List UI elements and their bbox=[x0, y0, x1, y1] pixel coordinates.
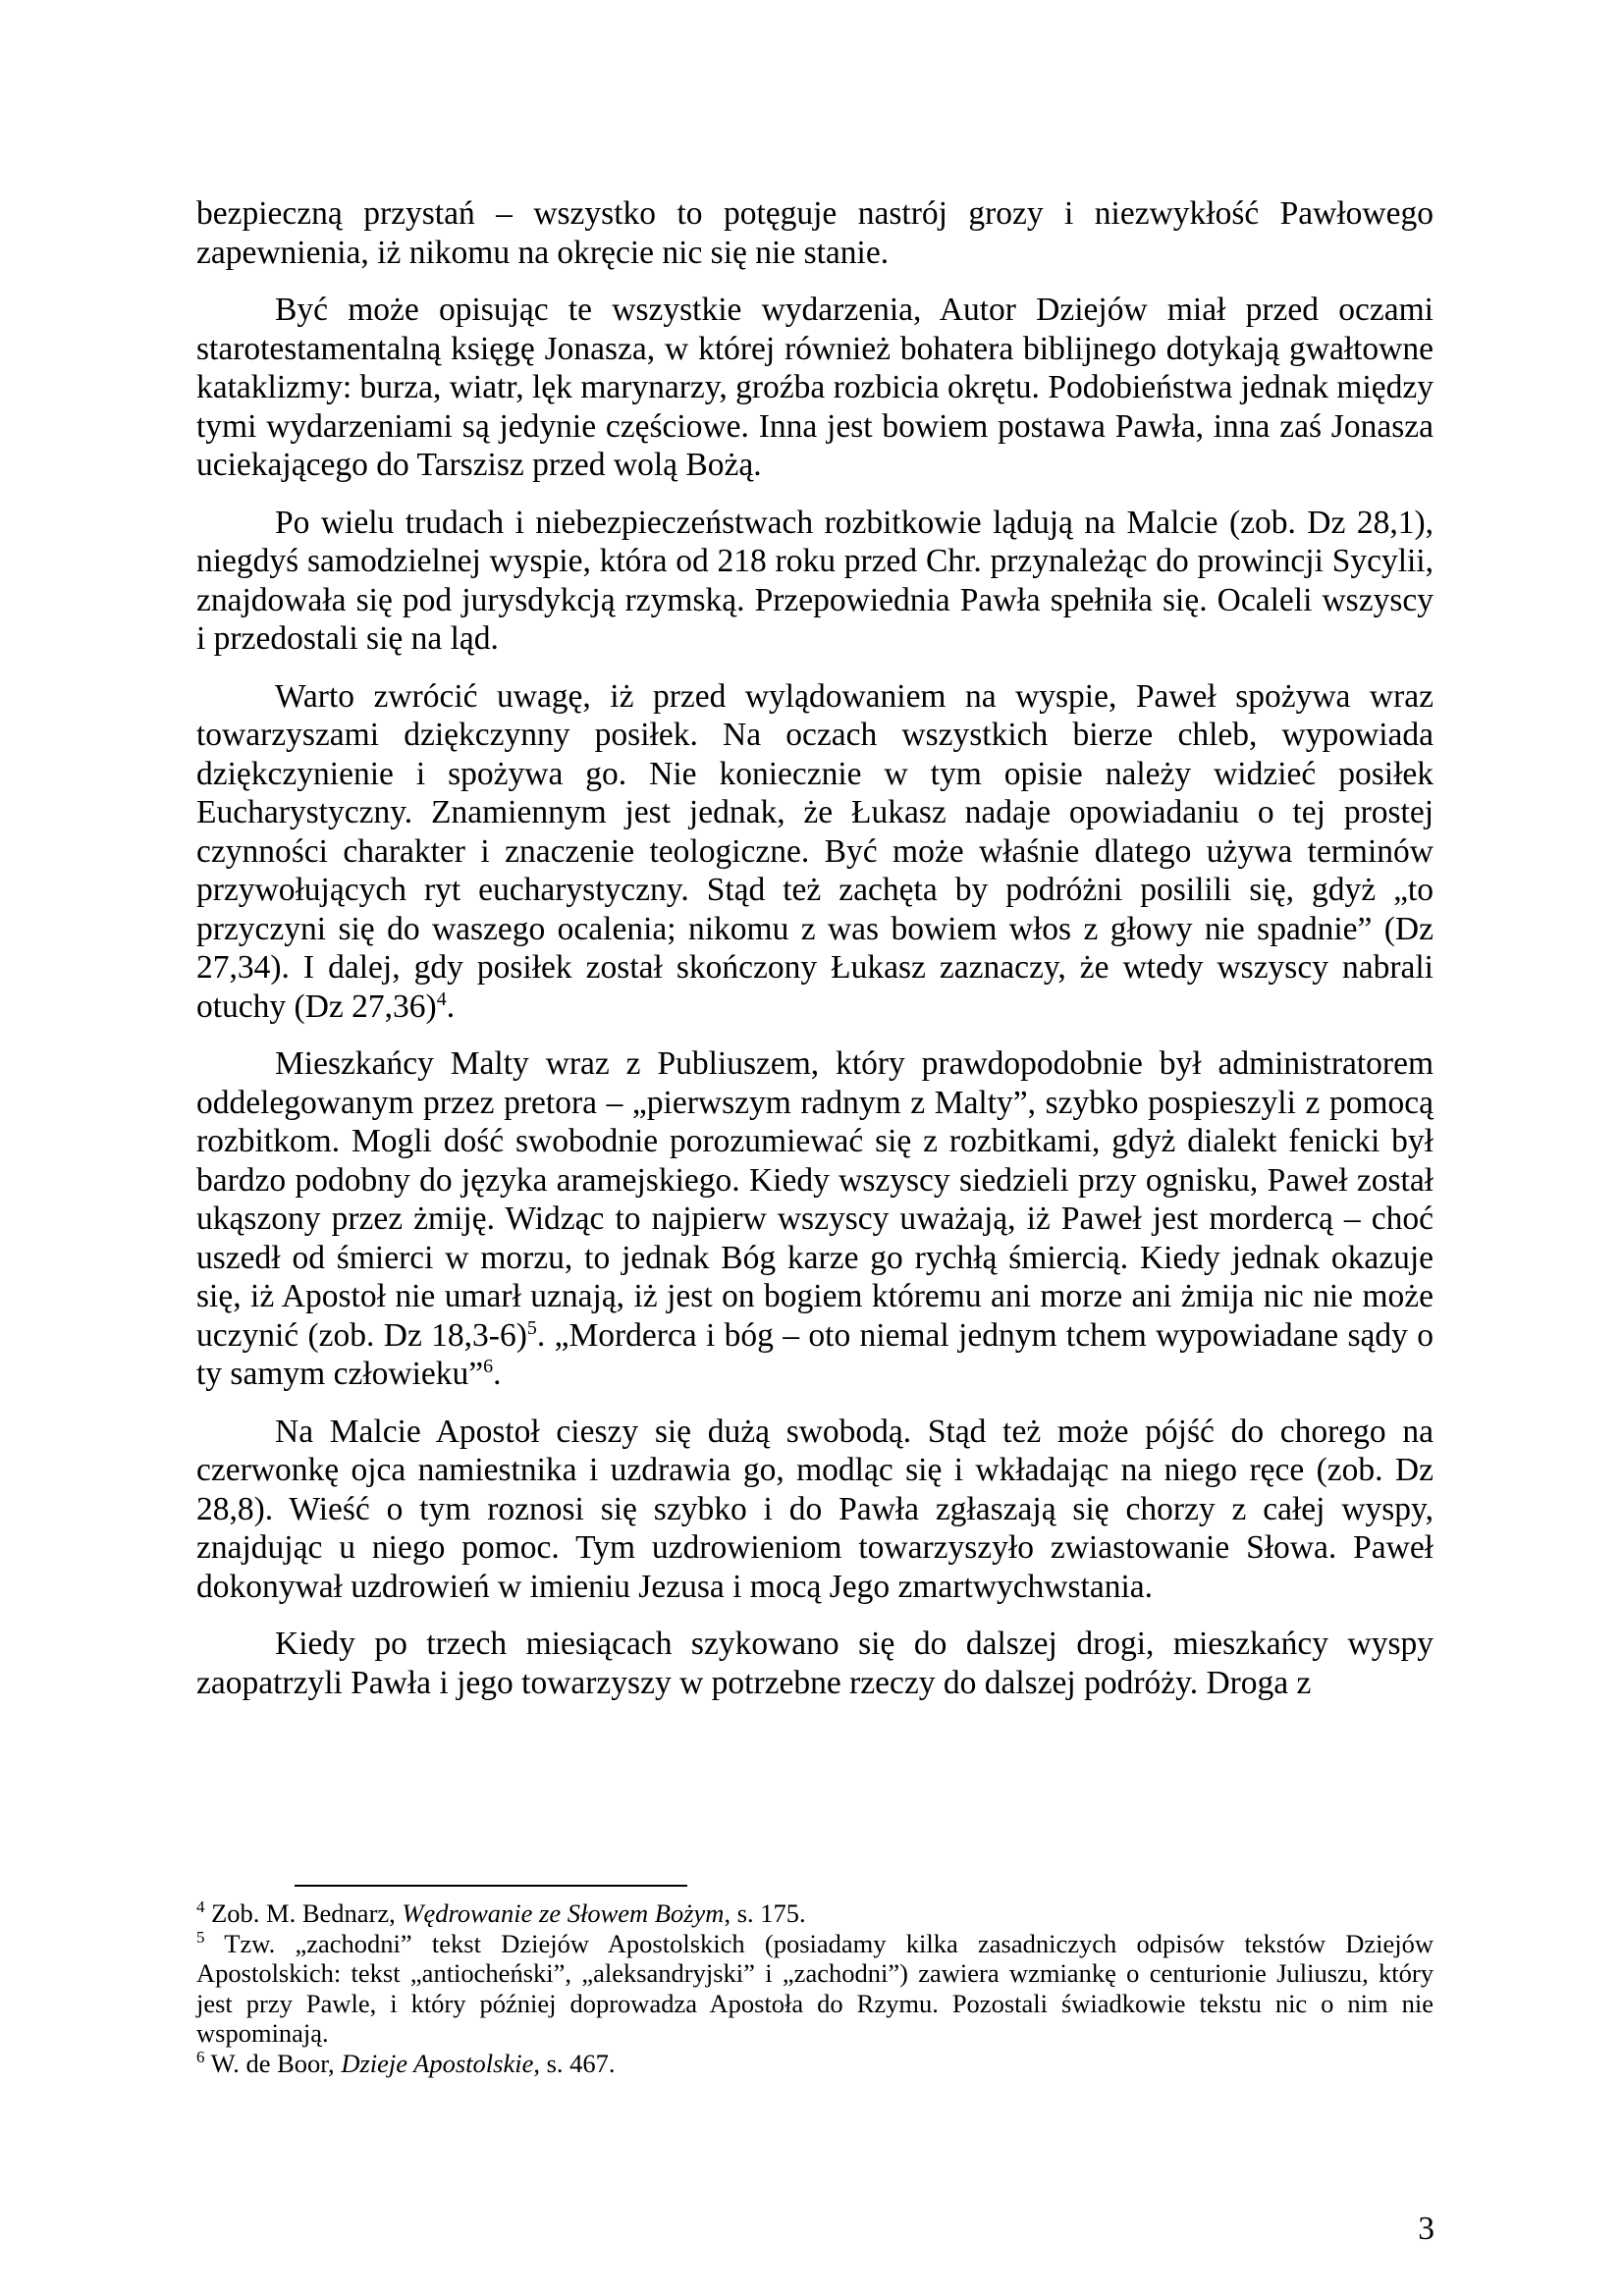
footnote-ref-4[interactable]: 4 bbox=[436, 988, 447, 1010]
footnote-5 bbox=[196, 1929, 1434, 2049]
footnote-6-author: W. de Boor, bbox=[204, 2048, 342, 2078]
paragraph-meal bbox=[196, 677, 1434, 1027]
footnote-5-number: 5 bbox=[196, 1927, 205, 1947]
paragraph-healing: Na Malcie Apostoł cieszy się dużą swobodą. Stąd też może pójść do chorego na czerwonkę ojca namiestnika i uzdrawia go, modląc się i wkładając na niego ręce (zob. Dz 28,8). Wieść o tym roznosi się szybko i do Pawła zgłaszają się chorzy z całej wyspy, znajdując u niego pomoc. Tym uzdrowieniom towarzyszyło zwiastowanie Słowa. Paweł dokonywał uzdrowień w imieniu Jezusa i mocą Jego zmartwychwstania. bbox=[196, 1413, 1434, 1605]
paragraph-malta-inhabitants-quote: . „Morderca i bóg – oto niemal jednym tchem wypowiadane sądy o ty samym człowieku” bbox=[196, 1316, 1434, 1392]
paragraph-meal-end: . bbox=[446, 988, 456, 1025]
footnote-4-author: Zob. M. Bednarz, bbox=[204, 1898, 403, 1928]
footnote-4 bbox=[196, 1898, 1434, 1929]
paragraph-malta-inhabitants-text: Mieszkańcy Malty wraz z Publiuszem, który prawdopodobnie był administratorem oddelegowanym przez pretora – „pierwszym radnym z Malty”, szybko pospieszyli z pomocą rozbitkom. Mogli dość swobodnie porozumiewać się z rozbitkami, gdyż dialekt fenicki był bardzo podobny do języka aramejskiego. Kiedy wszyscy siedzieli przy ognisku, Paweł został ukąszony przez żmiję. Widząc to najpierw wszyscy uważają, iż Paweł jest mordercą – choć uszedł od śmierci w morzu, to jednak Bóg karze go rychłą śmiercią. Kiedy jednak okazuje się, iż Apostoł nie umarł uznają, iż jest on bogiem któremu ani morze ani żmija nic nie może uczynić (zob. Dz 18,3-6) bbox=[196, 1045, 1434, 1354]
body-text bbox=[196, 194, 1434, 1721]
footnote-6 bbox=[196, 2049, 1434, 2079]
footnote-4-rest: , s. 175. bbox=[724, 1898, 806, 1928]
footnote-6-number: 6 bbox=[196, 2047, 205, 2066]
footnotes bbox=[196, 1898, 1434, 2078]
footnote-ref-5[interactable]: 5 bbox=[526, 1316, 537, 1339]
footnote-6-rest: , s. 467. bbox=[533, 2048, 616, 2078]
paragraph-jonah: Być może opisując te wszystkie wydarzenia, Autor Dziejów miał przed oczami starotestamentalną księgę Jonasza, w której również bohatera biblijnego dotykają gwałtowne kataklizmy: burza, wiatr, lęk marynarzy, groźba rozbicia okrętu. Podobieństwa jednak między tymi wydarzeniami są jedynie częściowe. Inna jest bowiem postawa Pawła, inna zaś Jonasza uciekającego do Tarszisz przed wolą Bożą. bbox=[196, 292, 1434, 483]
paragraph-malta-landing: Po wielu trudach i niebezpieczeństwach rozbitkowie lądują na Malcie (zob. Dz 28,1), niegdyś samodzielnej wyspie, która od 218 roku przed Chr. przynależąc do prowincji Sycylii, znajdowała się pod jurysdykcją rzymską. Przepowiednia Pawła spełniła się. Ocaleli wszyscy i przedostali się na ląd. bbox=[196, 504, 1434, 657]
paragraph-continuation: bezpieczną przystań – wszystko to potęguje nastrój grozy i niezwykłość Pawłowego zapewnienia, iż nikomu na okręcie nic się nie stanie. bbox=[196, 195, 1434, 271]
footnote-ref-6[interactable]: 6 bbox=[483, 1355, 494, 1377]
paragraph-departure: Kiedy po trzech miesiącach szykowano się do dalszej drogi, mieszkańcy wyspy zaopatrzyli Pawła i jego towarzyszy w potrzebne rzeczy do dalszej podróży. Droga z bbox=[196, 1626, 1434, 1701]
footnote-5-text: Tzw. „zachodni” tekst Dziejów Apostolskich (posiadamy kilka zasadniczych odpisów tekstów Dziejów Apostolskich: tekst „antiocheński”, „aleksandryjski” i „zachodni”) zawiera wzmiankę o centurionie Juliuszu, który jest przy Pawle, i który później doprowadza Apostoła do Rzymu. Pozostali świadkowie tekstu nic o nim nie wspominają. bbox=[196, 1928, 1434, 2048]
paragraph-malta-inhabitants bbox=[196, 1044, 1434, 1394]
footnote-4-number: 4 bbox=[196, 1897, 205, 1917]
footnote-6-title: Dzieje Apostolskie bbox=[341, 2048, 534, 2078]
footnote-separator bbox=[295, 1885, 687, 1887]
footnote-4-title: Wędrowanie ze Słowem Bożym bbox=[402, 1898, 725, 1928]
paragraph-malta-inhabitants-end: . bbox=[493, 1356, 502, 1392]
paragraph-meal-text: Warto zwrócić uwagę, iż przed wylądowaniem na wyspie, Paweł spożywa wraz towarzyszami dziękczynny posiłek. Na oczach wszystkich bierze chleb, wypowiada dziękczynienie i spożywa go. Nie koniecznie w tym opisie należy widzieć posiłek Eucharystyczny. Znamiennym jest jednak, że Łukasz nadaje opowiadaniu o tej prostej czynności charakter i znaczenie teologiczne. Być może właśnie dlatego używa terminów przywołujących ryt eucharystyczny. Stąd też zachęta by podróżni posilili się, gdyż „to przyczyni się do waszego ocalenia; nikomu z was bowiem włos z głowy nie spadnie” (Dz 27,34). I dalej, gdy posiłek został skończony Łukasz zaznaczy, że wtedy wszyscy nabrali otuchy (Dz 27,36) bbox=[196, 677, 1434, 1025]
page-number: 3 bbox=[1418, 2211, 1434, 2247]
